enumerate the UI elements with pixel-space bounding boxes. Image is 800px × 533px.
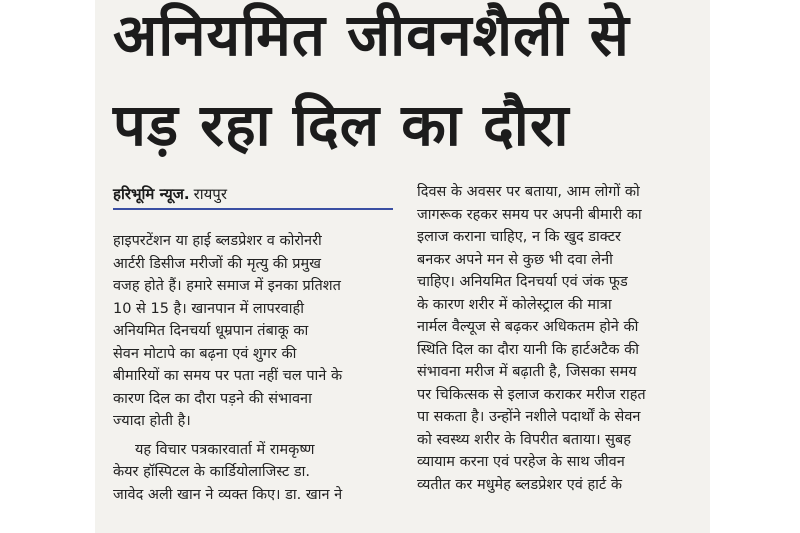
newspaper-clipping: [95, 0, 710, 533]
text-line: पर चिकित्सक से इलाज कराकर मरीज राहत: [417, 386, 646, 403]
headline-line-2: पड़ रहा दिल का दौरा: [113, 91, 570, 159]
text-line: दिवस के अवसर पर बताया, आम लोगों को: [417, 184, 640, 200]
text-line: के कारण शरीर में कोलेस्ट्राल की मात्रा: [417, 296, 612, 313]
text-line: व्यतीत कर मधुमेह ब्लडप्रेशर एवं हार्ट के: [417, 476, 622, 493]
text-line: को स्वस्थ्य शरीर के विपरीत बताया। सुबह: [417, 431, 631, 448]
text-line: यह विचार पत्रकारवार्ता में रामकृष्ण: [135, 441, 315, 458]
text-line: कारण दिल का दौरा पड़ने की संभावना: [113, 390, 312, 407]
byline-city: रायपुर: [193, 185, 227, 203]
text-line: संभावना मरीज में बढ़ाती है, जिसका समय: [417, 364, 637, 380]
byline: [113, 184, 227, 204]
text-line: बनकर अपने मन से कुछ भी दवा लेनी: [417, 251, 613, 268]
text-line: बीमारियों का समय पर पता नहीं चल पाने के: [113, 368, 343, 384]
text-line: 10 से 15 है। खानपान में लापरवाही: [113, 300, 304, 317]
text-line: चाहिए। अनियमित दिनचर्या एवं जंक फूड: [417, 274, 628, 290]
text-line: आर्टरी डिसीज मरीजों की मृत्यु की प्रमुख: [113, 255, 322, 272]
text-line: ज्यादा होती है।: [113, 413, 191, 429]
text-line: व्यायाम करना एवं परहेज के साथ जीवन: [417, 454, 625, 470]
text-line: सेवन मोटापे का बढ़ना एवं शुगर की: [113, 345, 297, 362]
byline-rule: [113, 208, 393, 210]
text-line: जावेद अली खान ने व्यक्त किए। डा. खान ने: [113, 486, 343, 503]
text-line: नार्मल वैल्यूज से बढ़कर अधिकतम होने की: [417, 319, 639, 335]
text-line: अनियमित दिनचर्या धूम्रपान तंबाकू का: [113, 323, 309, 339]
article-column-right: [417, 181, 705, 496]
headline-line-1: अनियमित जीवनशैली से: [113, 1, 630, 69]
text-line: स्थिति दिल का दौरा यानी कि हार्टअटैक की: [417, 341, 640, 358]
text-line: वजह होते हैं। हमारे समाज में इनका प्रतिशत: [113, 278, 341, 294]
article-column-left: [113, 230, 395, 506]
text-line: केयर हॉस्पिटल के कार्डियोलाजिस्ट डा.: [113, 464, 311, 480]
byline-separator: .: [183, 185, 190, 203]
text-line: जागरूक रहकर समय पर अपनी बीमारी का: [417, 206, 642, 223]
byline-agency: हरिभूमि न्यूज: [113, 185, 184, 203]
text-line: पा सकता है। उन्होंने नशीले पदार्थों के सेवन: [417, 409, 641, 425]
text-line: हाइपरटेंशन या हाई ब्लडप्रेशर व कोरोनरी: [113, 233, 322, 249]
text-line: इलाज कराना चाहिए, न कि खुद डाक्टर: [417, 229, 621, 245]
